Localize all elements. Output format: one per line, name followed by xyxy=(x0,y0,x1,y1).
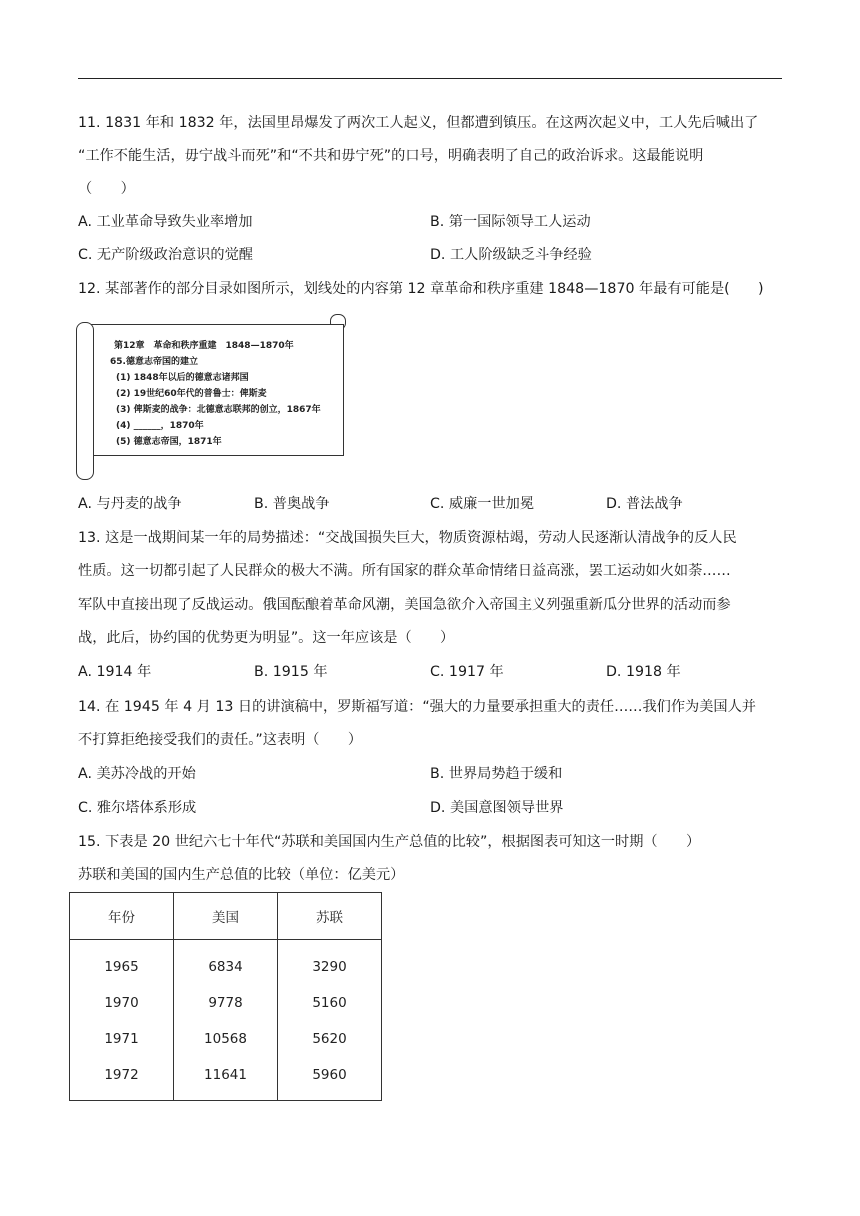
scroll-item-1: (1) 1848年以后的德意志诸邦国 xyxy=(116,373,249,383)
cell-usa: 6834 xyxy=(174,940,278,986)
header-year: 年份 xyxy=(70,893,174,940)
q11-option-d[interactable]: D. 工人阶级缺乏斗争经验 xyxy=(430,247,592,263)
cell-ussr: 3290 xyxy=(278,940,382,986)
q11-option-c[interactable]: C. 无产阶级政治意识的觉醒 xyxy=(78,247,253,263)
q13-line-3: 军队中直接出现了反战运动。俄国酝酿着革命风潮，美国急欲介入帝国主义列强重新瓜分世界的活动而参 xyxy=(78,597,731,613)
q13-option-c[interactable]: C. 1917 年 xyxy=(430,664,504,680)
q12-option-a[interactable]: A. 与丹麦的战争 xyxy=(78,496,182,512)
table-row xyxy=(70,1021,382,1057)
q13-option-a[interactable]: A. 1914 年 xyxy=(78,664,152,680)
scroll-item-4: (4) ______，1870年 xyxy=(116,421,204,431)
q14-line-1: 14. 在 1945 年 4 月 13 日的讲演稿中，罗斯福写道：“强大的力量要承担重大的责任……我们作为美国人并 xyxy=(78,699,756,715)
q11-option-b[interactable]: B. 第一国际领导工人运动 xyxy=(430,214,591,230)
q13-line-2: 性质。这一切都引起了人民群众的极大不满。所有国家的群众革命情绪日益高涨，罢工运动如火如荼…… xyxy=(78,563,731,579)
q12-option-c[interactable]: C. 威廉一世加冕 xyxy=(430,496,535,512)
cell-ussr: 5960 xyxy=(278,1057,382,1101)
header-ussr: 苏联 xyxy=(278,893,382,940)
q12-line-1: 12. 某部著作的部分目录如图所示，划线处的内容第 12 章革命和秩序重建 1848—1870 年最有可能是( ) xyxy=(78,281,764,297)
table-row xyxy=(70,985,382,1021)
q13-line-4: 战，此后，协约国的优势更为明显”。这一年应该是（ ） xyxy=(78,630,455,646)
scroll-item-3: (3) 俾斯麦的战争：北德意志联邦的创立，1867年 xyxy=(116,405,321,415)
q14-option-a[interactable]: A. 美苏冷战的开始 xyxy=(78,766,196,782)
q15-line-1: 15. 下表是 20 世纪六七十年代“苏联和美国国内生产总值的比较”，根据图表可知这一时期（ ） xyxy=(78,834,701,850)
cell-year: 1970 xyxy=(70,985,174,1021)
q14-option-b[interactable]: B. 世界局势趋于缓和 xyxy=(430,766,563,782)
table-header-row xyxy=(70,893,382,940)
q14-option-d[interactable]: D. 美国意图领导世界 xyxy=(430,800,564,816)
table-row xyxy=(70,1057,382,1101)
cell-ussr: 5620 xyxy=(278,1021,382,1057)
q15-table-caption: 苏联和美国的国内生产总值的比较（单位：亿美元） xyxy=(78,867,405,883)
q12-option-b[interactable]: B. 普奥战争 xyxy=(254,496,330,512)
cell-usa: 11641 xyxy=(174,1057,278,1101)
q11-line-2: “工作不能生活，毋宁战斗而死”和“不共和毋宁死”的口号，明确表明了自己的政治诉求。这最能说明 xyxy=(78,148,704,164)
gdp-comparison-table xyxy=(69,892,382,1101)
scroll-item-2: (2) 19世纪60年代的普鲁士：俾斯麦 xyxy=(116,389,267,399)
q13-option-d[interactable]: D. 1918 年 xyxy=(606,664,681,680)
q11-line-1: 11. 1831 年和 1832 年，法国里昂爆发了两次工人起义，但都遭到镇压。在这两次起义中，工人先后喊出了 xyxy=(78,115,759,131)
cell-year: 1971 xyxy=(70,1021,174,1057)
q14-option-c[interactable]: C. 雅尔塔体系形成 xyxy=(78,800,197,816)
scroll-item-5: (5) 德意志帝国，1871年 xyxy=(116,437,222,447)
scroll-chapter-title: 第12章 革命和秩序重建 1848—1870年 xyxy=(114,341,294,351)
q13-line-1: 13. 这是一战期间某一年的局势描述：“交战国损失巨大，物质资源枯竭，劳动人民逐渐认清战争的反人民 xyxy=(78,530,737,546)
q11-option-a[interactable]: A. 工业革命导致失业率增加 xyxy=(78,214,253,230)
q14-line-2: 不打算拒绝接受我们的责任。”这表明（ ） xyxy=(78,732,363,748)
scroll-section-title: 65.德意志帝国的建立 xyxy=(110,357,198,367)
q13-option-b[interactable]: B. 1915 年 xyxy=(254,664,328,680)
table-row xyxy=(70,940,382,986)
header-usa: 美国 xyxy=(174,893,278,940)
cell-ussr: 5160 xyxy=(278,985,382,1021)
q12-option-d[interactable]: D. 普法战争 xyxy=(606,496,683,512)
cell-usa: 9778 xyxy=(174,985,278,1021)
q11-line-3: （ ） xyxy=(78,181,135,197)
cell-year: 1965 xyxy=(70,940,174,986)
cell-usa: 10568 xyxy=(174,1021,278,1057)
header-rule xyxy=(78,78,782,79)
table-of-contents-scroll-image xyxy=(76,314,351,480)
scroll-roll-left xyxy=(76,322,94,480)
cell-year: 1972 xyxy=(70,1057,174,1101)
